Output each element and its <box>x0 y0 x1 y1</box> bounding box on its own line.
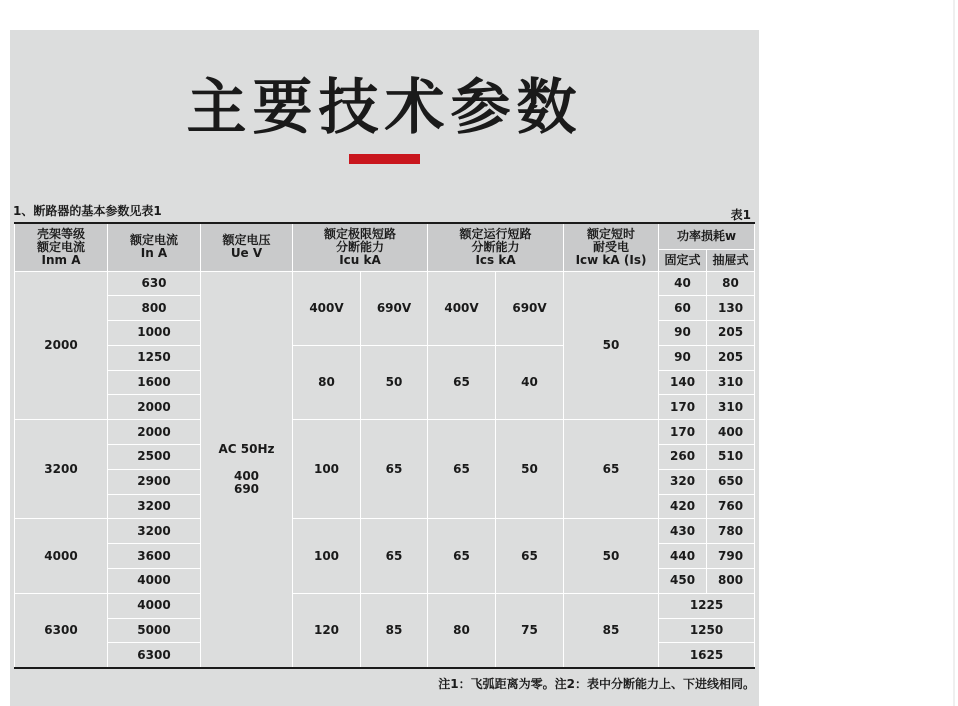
current-cell: 2900 <box>108 469 201 494</box>
header-ics: 额定运行短路 分断能力 Ics kA <box>428 223 564 271</box>
loss-drawout-cell: 790 <box>707 544 755 569</box>
spec-table <box>14 222 755 669</box>
frame-cell: 2000 <box>15 271 108 420</box>
loss-fixed-cell: 40 <box>659 271 707 296</box>
loss-fixed-cell: 170 <box>659 395 707 420</box>
icw-cell: 50 <box>564 271 659 420</box>
ics-cell: 65 <box>496 519 564 593</box>
loss-drawout-cell: 80 <box>707 271 755 296</box>
frame-cell: 6300 <box>15 593 108 667</box>
loss-fixed-cell: 440 <box>659 544 707 569</box>
frame-cell: 3200 <box>15 420 108 519</box>
loss-fixed-cell: 420 <box>659 494 707 519</box>
current-cell: 3200 <box>108 494 201 519</box>
ics-cell: 65 <box>428 420 496 519</box>
loss-drawout-cell: 760 <box>707 494 755 519</box>
current-cell: 800 <box>108 296 201 321</box>
loss-merged-cell: 1250 <box>659 618 755 643</box>
current-cell: 6300 <box>108 643 201 668</box>
header-icu: 额定极限短路 分断能力 Icu kA <box>293 223 428 271</box>
loss-fixed-cell: 450 <box>659 569 707 594</box>
loss-fixed-cell: 320 <box>659 469 707 494</box>
icu-cell: 690V <box>361 271 428 345</box>
table-number-label: 表1 <box>730 208 751 222</box>
table-caption: 1、断路器的基本参数见表1 <box>13 204 162 218</box>
icu-cell: 50 <box>361 345 428 419</box>
spec-panel <box>10 30 759 706</box>
loss-fixed-cell: 90 <box>659 345 707 370</box>
loss-fixed-cell: 90 <box>659 321 707 346</box>
icu-cell: 85 <box>361 593 428 667</box>
header-rated-current: 额定电流 In A <box>108 223 201 271</box>
current-cell: 3200 <box>108 519 201 544</box>
current-cell: 2000 <box>108 395 201 420</box>
ics-cell: 80 <box>428 593 496 667</box>
page-title: 主要技术参数 <box>186 73 583 143</box>
current-cell: 4000 <box>108 593 201 618</box>
loss-merged-cell: 1625 <box>659 643 755 668</box>
table-footnote: 注1：飞弧距离为零。注2：表中分断能力上、下进线相同。 <box>438 677 755 691</box>
icu-cell: 80 <box>293 345 361 419</box>
icu-cell: 100 <box>293 420 361 519</box>
current-cell: 3600 <box>108 544 201 569</box>
ics-cell: 65 <box>428 345 496 419</box>
loss-drawout-cell: 800 <box>707 569 755 594</box>
ics-cell: 50 <box>496 420 564 519</box>
icu-cell: 120 <box>293 593 361 667</box>
loss-drawout-cell: 310 <box>707 395 755 420</box>
header-power-loss: 功率损耗w <box>659 223 755 249</box>
loss-drawout-cell: 310 <box>707 370 755 395</box>
title-accent-bar <box>349 154 420 164</box>
loss-drawout-cell: 130 <box>707 296 755 321</box>
icw-cell: 65 <box>564 420 659 519</box>
ics-cell: 40 <box>496 345 564 419</box>
ics-cell: 400V <box>428 271 496 345</box>
loss-drawout-cell: 205 <box>707 345 755 370</box>
current-cell: 1000 <box>108 321 201 346</box>
current-cell: 2500 <box>108 445 201 470</box>
loss-fixed-cell: 170 <box>659 420 707 445</box>
loss-drawout-cell: 780 <box>707 519 755 544</box>
loss-drawout-cell: 510 <box>707 445 755 470</box>
icw-cell: 50 <box>564 519 659 593</box>
loss-fixed-cell: 260 <box>659 445 707 470</box>
current-cell: 4000 <box>108 569 201 594</box>
icu-cell: 65 <box>361 420 428 519</box>
current-cell: 1250 <box>108 345 201 370</box>
ics-cell: 690V <box>496 271 564 345</box>
current-cell: 5000 <box>108 618 201 643</box>
current-cell: 1600 <box>108 370 201 395</box>
header-fixed: 固定式 <box>659 249 707 271</box>
frame-cell: 4000 <box>15 519 108 593</box>
page-edge-rule <box>953 0 955 706</box>
loss-drawout-cell: 650 <box>707 469 755 494</box>
loss-drawout-cell: 400 <box>707 420 755 445</box>
voltage-cell: AC 50Hz 400 690 <box>201 271 293 668</box>
loss-fixed-cell: 60 <box>659 296 707 321</box>
loss-merged-cell: 1225 <box>659 593 755 618</box>
header-icw: 额定短时 耐受电 Icw kA (Is) <box>564 223 659 271</box>
loss-fixed-cell: 430 <box>659 519 707 544</box>
header-frame: 壳架等级 额定电流 Inm A <box>15 223 108 271</box>
icu-cell: 65 <box>361 519 428 593</box>
loss-fixed-cell: 140 <box>659 370 707 395</box>
current-cell: 630 <box>108 271 201 296</box>
loss-drawout-cell: 205 <box>707 321 755 346</box>
icw-cell: 85 <box>564 593 659 667</box>
header-drawout: 抽屉式 <box>707 249 755 271</box>
current-cell: 2000 <box>108 420 201 445</box>
header-rated-voltage: 额定电压 Ue V <box>201 223 293 271</box>
ics-cell: 75 <box>496 593 564 667</box>
ics-cell: 65 <box>428 519 496 593</box>
icu-cell: 100 <box>293 519 361 593</box>
icu-cell: 400V <box>293 271 361 345</box>
